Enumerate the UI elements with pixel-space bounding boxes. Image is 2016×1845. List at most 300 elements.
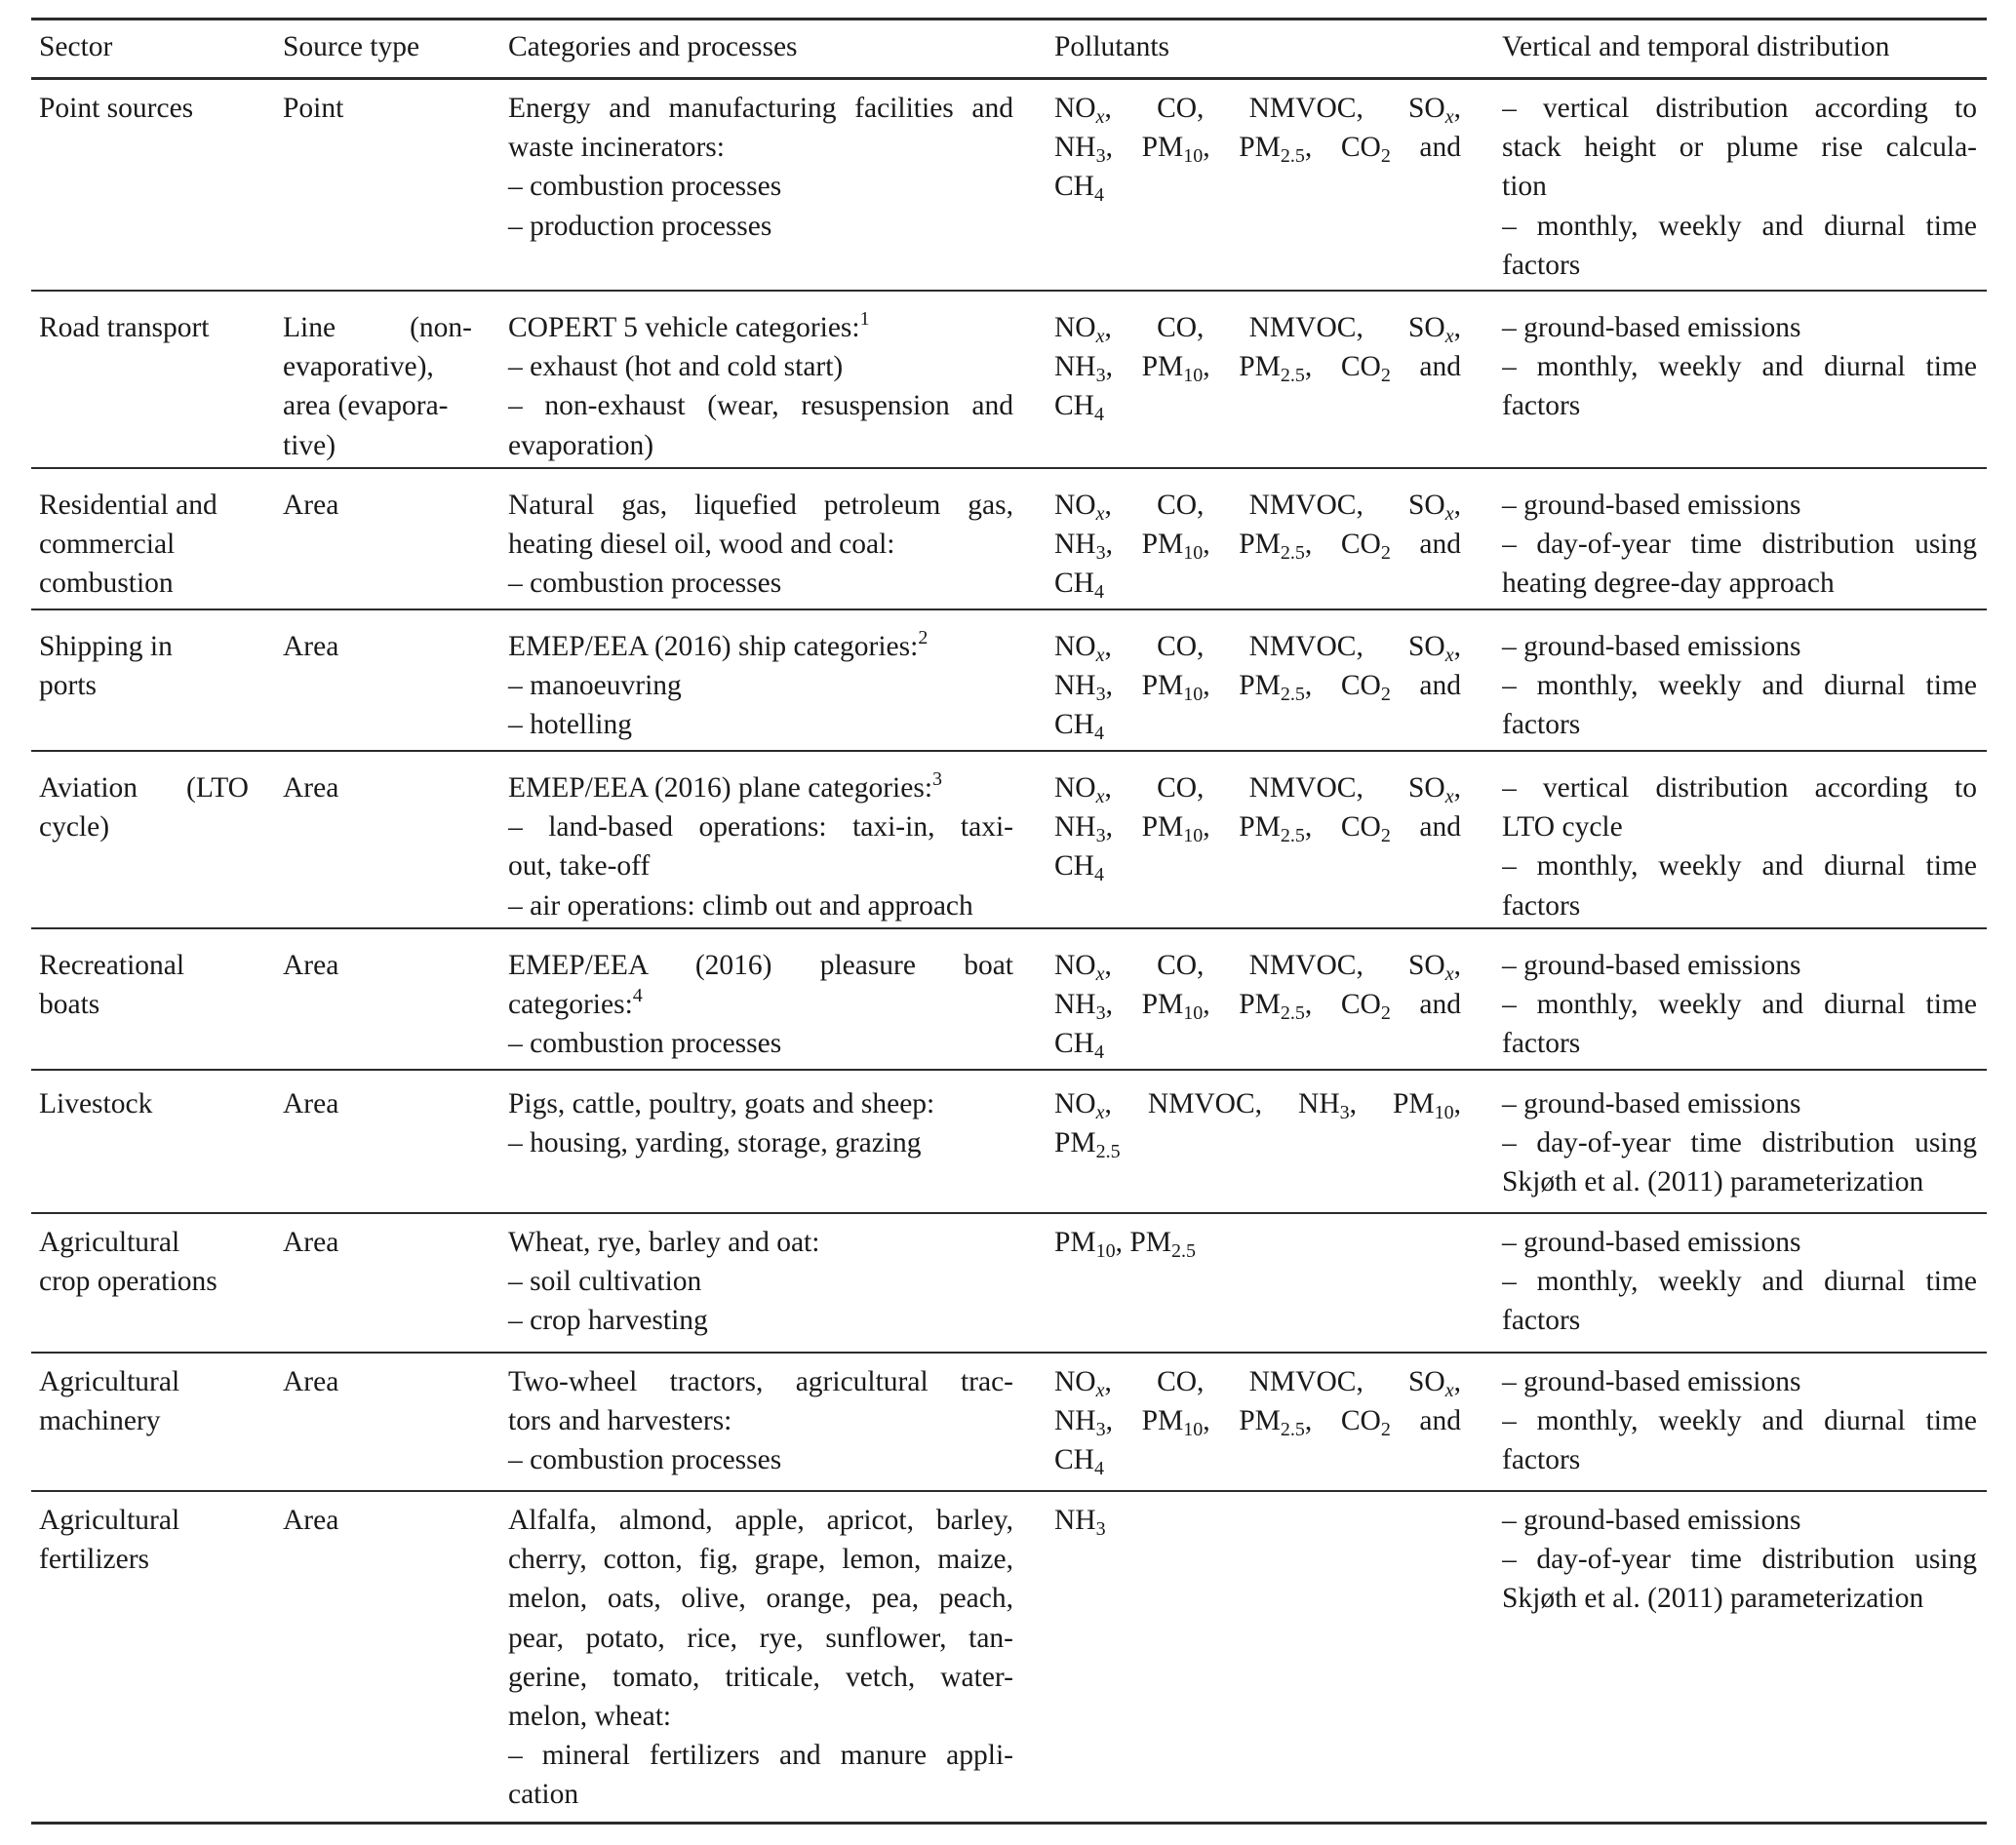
text-segment: , CO [1304, 989, 1381, 1021]
cell-line [1054, 1223, 1461, 1262]
cell-line: Agricultural [39, 1505, 180, 1536]
categories-cell [508, 946, 1013, 1064]
cell-line [508, 1540, 1013, 1579]
text-segment: tors and harvesters: [508, 1405, 732, 1437]
cell-line: boats [39, 989, 100, 1021]
text-segment: – combustion processes [508, 568, 782, 600]
cell-line [508, 525, 1013, 564]
cell-line [1054, 1024, 1461, 1063]
subscript: 3 [1095, 145, 1106, 168]
table-header-rule [31, 77, 1987, 80]
cell-line [508, 768, 1013, 807]
cell-line [1054, 705, 1461, 744]
cell-line: Area [283, 1505, 339, 1536]
subscript: 2 [1380, 1002, 1391, 1025]
cell-line: Area [283, 772, 339, 804]
text-segment: – day-of-year time distribution using [1502, 1544, 1977, 1576]
sector-cell [39, 308, 249, 347]
text-segment: , PM [1203, 351, 1281, 383]
subscript: x [1444, 645, 1454, 666]
cell-line [1054, 1123, 1461, 1162]
cell-line [508, 946, 1013, 985]
text-segment: NH [1054, 529, 1096, 561]
row-separator [31, 927, 1987, 929]
cell-line [508, 564, 1013, 603]
pollutants-cell [1054, 1223, 1461, 1262]
row-separator [31, 467, 1987, 469]
cell-line [1502, 525, 1977, 564]
text-segment: , PM [1105, 351, 1184, 383]
text-segment: and [1390, 529, 1461, 561]
subscript: x [1095, 1380, 1105, 1401]
cell-line [1054, 564, 1461, 603]
sector-cell [39, 1223, 249, 1301]
cell-line [1054, 486, 1461, 525]
cell-line [1502, 807, 1977, 846]
cell-line: fertilizers [39, 1544, 150, 1576]
subscript: 2.5 [1280, 542, 1305, 565]
text-segment: – soil cultivation [508, 1266, 702, 1298]
text-segment: – monthly, weekly and diurnal time [1502, 989, 1977, 1021]
cell-line: commercial [39, 529, 176, 561]
subscript: 10 [1183, 1002, 1204, 1025]
text-segment: , [1453, 312, 1461, 343]
text-segment: – vertical distribution according to [1502, 772, 1977, 804]
subscript: x [1444, 786, 1454, 807]
cell-line [283, 426, 472, 465]
text-segment: – hotelling [508, 709, 633, 741]
pollutants-cell [1054, 1362, 1461, 1480]
text-segment: , [1453, 1088, 1461, 1119]
text-segment: , PM [1349, 1088, 1435, 1119]
text-segment: cation [508, 1779, 579, 1811]
cell-line [1054, 666, 1461, 705]
cell-line [1502, 486, 1977, 525]
cell-line [508, 1401, 1013, 1440]
text-segment: NO [1054, 1088, 1096, 1119]
text-segment: , PM [1203, 670, 1281, 702]
text-segment: PM [1054, 1127, 1096, 1159]
text-segment: heating diesel oil, wood and coal: [508, 529, 895, 561]
text-segment: – day-of-year time distribution using [1502, 529, 1977, 561]
text-segment: – production processes [508, 210, 772, 242]
cell-line: Area [283, 490, 339, 521]
text-segment: , CO [1304, 811, 1381, 844]
header-pollutants [1054, 27, 1461, 66]
header-label: Vertical and temporal distribution [1502, 31, 1890, 62]
cell-line [1502, 207, 1977, 246]
distribution-cell [1502, 946, 1977, 1064]
cell-line [1054, 1362, 1461, 1401]
text-segment: tive) [283, 429, 336, 461]
subscript: 2.5 [1095, 1141, 1121, 1163]
header-categories [508, 27, 1013, 66]
cell-line [1502, 1262, 1977, 1301]
cell-line [1502, 1024, 1977, 1063]
text-segment: NH [1054, 1505, 1096, 1536]
text-segment: melon, oats, olive, orange, pea, peach, [508, 1583, 1013, 1615]
subscript: 3 [1095, 1002, 1106, 1025]
distribution-cell [1502, 486, 1977, 604]
source-type-cell [283, 486, 472, 525]
cell-line [508, 308, 1013, 347]
text-segment: CH [1054, 171, 1094, 203]
text-segment: PM [1054, 1227, 1096, 1258]
subscript: 2 [1380, 145, 1391, 168]
text-segment: NH [1054, 670, 1096, 702]
cell-line [1502, 768, 1977, 807]
subscript: x [1095, 645, 1105, 666]
cell-line [1502, 1084, 1977, 1123]
cell-line [508, 985, 1013, 1024]
subscript: x [1095, 963, 1105, 985]
text-segment: CH [1054, 1444, 1094, 1476]
cell-line [1054, 768, 1461, 807]
subscript: x [1095, 326, 1105, 347]
distribution-cell [1502, 1084, 1977, 1202]
cell-line [508, 1697, 1013, 1736]
cell-line [283, 347, 472, 386]
text-segment: NO [1054, 631, 1096, 662]
subscript: x [1444, 503, 1454, 525]
sector-cell [39, 1501, 249, 1579]
cell-line [508, 1619, 1013, 1658]
cell-line [1502, 308, 1977, 347]
text-segment: – crop harvesting [508, 1305, 708, 1337]
subscript: 2 [1380, 1419, 1391, 1441]
text-segment: factors [1502, 1444, 1581, 1476]
footnote-marker: 2 [918, 627, 929, 648]
subscript: 10 [1183, 825, 1204, 847]
cell-line [508, 128, 1013, 167]
table-bottom-rule [31, 1822, 1987, 1825]
text-segment: , PM [1105, 670, 1184, 702]
text-segment: – air operations: climb out and approach [508, 889, 973, 922]
subscript: 4 [1093, 184, 1104, 207]
text-segment: , CO, NMVOC, SO [1104, 631, 1445, 662]
subscript: 2 [1380, 684, 1391, 706]
text-segment: – vertical distribution according to [1502, 93, 1977, 124]
cell-line [508, 1658, 1013, 1697]
text-segment: NO [1054, 772, 1096, 804]
categories-cell [508, 308, 1013, 465]
cell-line [508, 1775, 1013, 1814]
text-segment: – exhaust (hot and cold start) [508, 351, 844, 383]
distribution-cell [1502, 308, 1977, 426]
source-type-cell [283, 1362, 472, 1401]
cell-line [1054, 1501, 1461, 1540]
cell-line: Residential and [39, 490, 217, 521]
categories-cell [508, 768, 1013, 925]
text-segment: – ground-based emissions [1502, 1505, 1801, 1536]
subscript: 2 [1380, 365, 1391, 387]
text-segment: EMEP/EEA (2016) pleasure boat [508, 950, 1013, 981]
cell-line [1502, 1123, 1977, 1162]
header-distribution [1502, 27, 1977, 66]
sector-cell [39, 1084, 249, 1123]
cell-line: Livestock [39, 1088, 153, 1119]
cell-line [1054, 128, 1461, 167]
cell-line [1502, 89, 1977, 128]
categories-cell [508, 1084, 1013, 1162]
cell-line: ports [39, 670, 97, 702]
cell-line [1502, 627, 1977, 666]
cell-line [508, 1501, 1013, 1540]
cell-line [1054, 308, 1461, 347]
cell-line [508, 1301, 1013, 1340]
cell-line [508, 886, 1013, 925]
cell-line: Area [283, 1366, 339, 1397]
subscript: 2.5 [1171, 1240, 1197, 1262]
cell-line [508, 1223, 1013, 1262]
footnote-marker: 4 [632, 985, 643, 1007]
pollutants-cell [1054, 946, 1461, 1064]
cell-line [508, 1262, 1013, 1301]
sector-cell [39, 1362, 249, 1440]
subscript: x [1444, 1380, 1454, 1401]
cell-line: Agricultural [39, 1366, 180, 1397]
cell-line [1054, 525, 1461, 564]
header-label: Pollutants [1054, 31, 1170, 62]
text-segment: NO [1054, 93, 1096, 124]
cell-line [1502, 1301, 1977, 1340]
cell-line [1502, 1223, 1977, 1262]
cell-line [1054, 347, 1461, 386]
text-segment: , [1453, 772, 1461, 804]
distribution-cell [1502, 1501, 1977, 1619]
text-segment: , CO [1304, 529, 1381, 561]
cell-line [1502, 666, 1977, 705]
source-type-cell [283, 768, 472, 807]
subscript: 10 [1183, 542, 1204, 565]
text-segment: – manoeuvring [508, 670, 682, 702]
text-segment: gerine, tomato, triticale, vetch, water- [508, 1661, 1013, 1693]
text-segment: Skjøth et al. (2011) parameterization [1502, 1166, 1924, 1198]
text-segment: , PM [1203, 529, 1281, 561]
cell-line [1502, 1162, 1977, 1201]
subscript: 10 [1183, 365, 1204, 387]
distribution-cell [1502, 1362, 1977, 1480]
cell-line [283, 308, 472, 347]
text-segment: , PM [1203, 132, 1281, 164]
cell-line: Point [283, 93, 344, 124]
text-segment: – ground-based emissions [1502, 1088, 1801, 1119]
cell-line [1502, 128, 1977, 167]
text-segment: – mineral fertilizers and manure appli- [508, 1740, 1013, 1772]
subscript: 2.5 [1280, 1419, 1305, 1441]
text-segment: Energy and manufacturing facilities and [508, 93, 1013, 124]
subscript: x [1444, 963, 1454, 985]
text-segment: – combustion processes [508, 1028, 782, 1060]
text-segment: NH [1054, 811, 1096, 844]
cell-line [1502, 1440, 1977, 1479]
text-segment: , NMVOC, NH [1104, 1088, 1340, 1119]
text-segment: , [1453, 490, 1461, 521]
text-segment: factors [1502, 1028, 1581, 1060]
header-source-type [283, 27, 472, 66]
text-segment: , PM [1105, 132, 1184, 164]
cell-line [508, 347, 1013, 386]
cell-line [508, 1579, 1013, 1618]
subscript: x [1095, 786, 1105, 807]
categories-cell [508, 1362, 1013, 1480]
text-segment: NH [1054, 989, 1096, 1021]
sector-cell [39, 946, 249, 1024]
subscript: 2 [1380, 542, 1391, 565]
text-segment: factors [1502, 889, 1581, 922]
text-segment: NO [1054, 312, 1096, 343]
cell-line [1502, 1540, 1977, 1579]
cell-line [1502, 1401, 1977, 1440]
cell-line: Agricultural [39, 1227, 180, 1258]
source-type-cell [283, 1223, 472, 1262]
footnote-marker: 1 [859, 308, 870, 330]
cell-line [508, 167, 1013, 206]
subscript: 10 [1095, 1240, 1116, 1262]
header-label: Sector [39, 31, 113, 62]
sector-cell [39, 486, 249, 604]
distribution-cell [1502, 768, 1977, 925]
cell-line [508, 1024, 1013, 1063]
cell-line: Area [283, 950, 339, 981]
cell-line [1054, 167, 1461, 206]
subscript: 4 [1093, 864, 1104, 886]
text-segment: , CO, NMVOC, SO [1104, 950, 1445, 981]
text-segment: – ground-based emissions [1502, 631, 1801, 662]
text-segment: CH [1054, 568, 1094, 600]
cell-line [508, 807, 1013, 846]
cell-line: Area [283, 1227, 339, 1258]
pollutants-cell [1054, 627, 1461, 745]
categories-cell [508, 627, 1013, 745]
row-separator [31, 290, 1987, 292]
subscript: 2.5 [1280, 684, 1305, 706]
pollutants-cell [1054, 308, 1461, 426]
text-segment: – ground-based emissions [1502, 950, 1801, 981]
text-segment: – monthly, weekly and diurnal time [1502, 670, 1977, 702]
subscript: 3 [1095, 1518, 1106, 1540]
subscript: 4 [1093, 581, 1104, 604]
cell-line [508, 386, 1013, 425]
text-segment: Wheat, rye, barley and oat: [508, 1227, 820, 1258]
text-segment: – housing, yarding, storage, grazing [508, 1127, 922, 1159]
subscript: 10 [1183, 145, 1204, 168]
sector-cell [39, 627, 249, 705]
text-segment: , CO, NMVOC, SO [1104, 1366, 1445, 1397]
text-segment: , CO [1304, 670, 1381, 702]
cell-line [39, 768, 249, 807]
text-segment: and [1390, 1405, 1461, 1437]
subscript: 2.5 [1280, 145, 1305, 168]
text-segment: CH [1054, 709, 1094, 741]
cell-line [1502, 347, 1977, 386]
cell-line [508, 1362, 1013, 1401]
text-segment: , PM [1105, 1405, 1184, 1437]
subscript: 4 [1093, 404, 1104, 426]
text-segment: factors [1502, 709, 1581, 741]
text-segment: CH [1054, 850, 1094, 883]
cell-line: Shipping in [39, 631, 173, 662]
text-segment: categories: [508, 989, 633, 1021]
text-segment: , CO, NMVOC, SO [1104, 312, 1445, 343]
text-segment: – day-of-year time distribution using [1502, 1127, 1977, 1159]
cell-line [1054, 946, 1461, 985]
text-segment: factors [1502, 1305, 1581, 1337]
text-segment: melon, wheat: [508, 1700, 672, 1732]
cell-line [508, 1084, 1013, 1123]
text-segment: evaporation) [508, 429, 654, 461]
text-segment: COPERT 5 vehicle categories: [508, 312, 860, 343]
cell-line [1054, 386, 1461, 425]
cell-line: combustion [39, 568, 174, 600]
text-segment: and [1390, 132, 1461, 164]
text-segment: – non-exhaust (wear, resuspension and [508, 390, 1013, 422]
pollutants-cell [1054, 89, 1461, 207]
text-segment: NO [1054, 1366, 1096, 1397]
text-segment: Natural gas, liquefied petroleum gas, [508, 490, 1013, 521]
cell-line [508, 705, 1013, 744]
text-segment: – ground-based emissions [1502, 490, 1801, 521]
text-segment: – land-based operations: taxi-in, taxi- [508, 811, 1013, 844]
cell-line [1054, 627, 1461, 666]
cell-line [1502, 564, 1977, 603]
text-segment: , PM [1115, 1227, 1172, 1258]
row-separator [31, 750, 1987, 752]
text-segment: Alfalfa, almond, apple, apricot, barley, [508, 1505, 1013, 1536]
cell-line [1502, 886, 1977, 925]
text-segment: , PM [1105, 989, 1184, 1021]
text-segment: Aviation (LTO [39, 772, 249, 804]
text-segment: , CO, NMVOC, SO [1104, 490, 1445, 521]
categories-cell [508, 486, 1013, 604]
cell-line [508, 666, 1013, 705]
text-segment: , PM [1203, 1405, 1281, 1437]
text-segment: – ground-based emissions [1502, 1227, 1801, 1258]
text-segment: , [1453, 950, 1461, 981]
text-segment: and [1390, 811, 1461, 844]
cell-line [1502, 386, 1977, 425]
distribution-cell [1502, 89, 1977, 285]
subscript: 4 [1093, 1041, 1104, 1064]
header-label: Categories and processes [508, 31, 798, 62]
cell-line [1054, 985, 1461, 1024]
subscript: 3 [1095, 365, 1106, 387]
cell-line: crop operations [39, 1266, 217, 1298]
text-segment: NO [1054, 950, 1096, 981]
text-segment: , CO, NMVOC, SO [1104, 772, 1445, 804]
cell-line [508, 846, 1013, 885]
categories-cell [508, 1501, 1013, 1815]
table-top-rule [31, 18, 1987, 20]
cell-line [508, 486, 1013, 525]
cell-line [508, 1736, 1013, 1775]
text-segment: evaporative), [283, 351, 434, 383]
text-segment: out, take-off [508, 850, 651, 883]
text-segment: tion [1502, 171, 1547, 203]
distribution-cell [1502, 627, 1977, 745]
source-type-cell [283, 946, 472, 985]
cell-line [1054, 846, 1461, 885]
text-segment: waste incinerators: [508, 132, 725, 164]
subscript: 4 [1093, 1458, 1104, 1480]
row-separator [31, 1352, 1987, 1354]
source-type-cell [283, 1501, 472, 1540]
cell-line: Area [283, 631, 339, 662]
source-type-cell [283, 1084, 472, 1123]
text-segment: , CO [1304, 1405, 1381, 1437]
cell-line: Point sources [39, 93, 194, 124]
cell-line [1502, 1579, 1977, 1618]
